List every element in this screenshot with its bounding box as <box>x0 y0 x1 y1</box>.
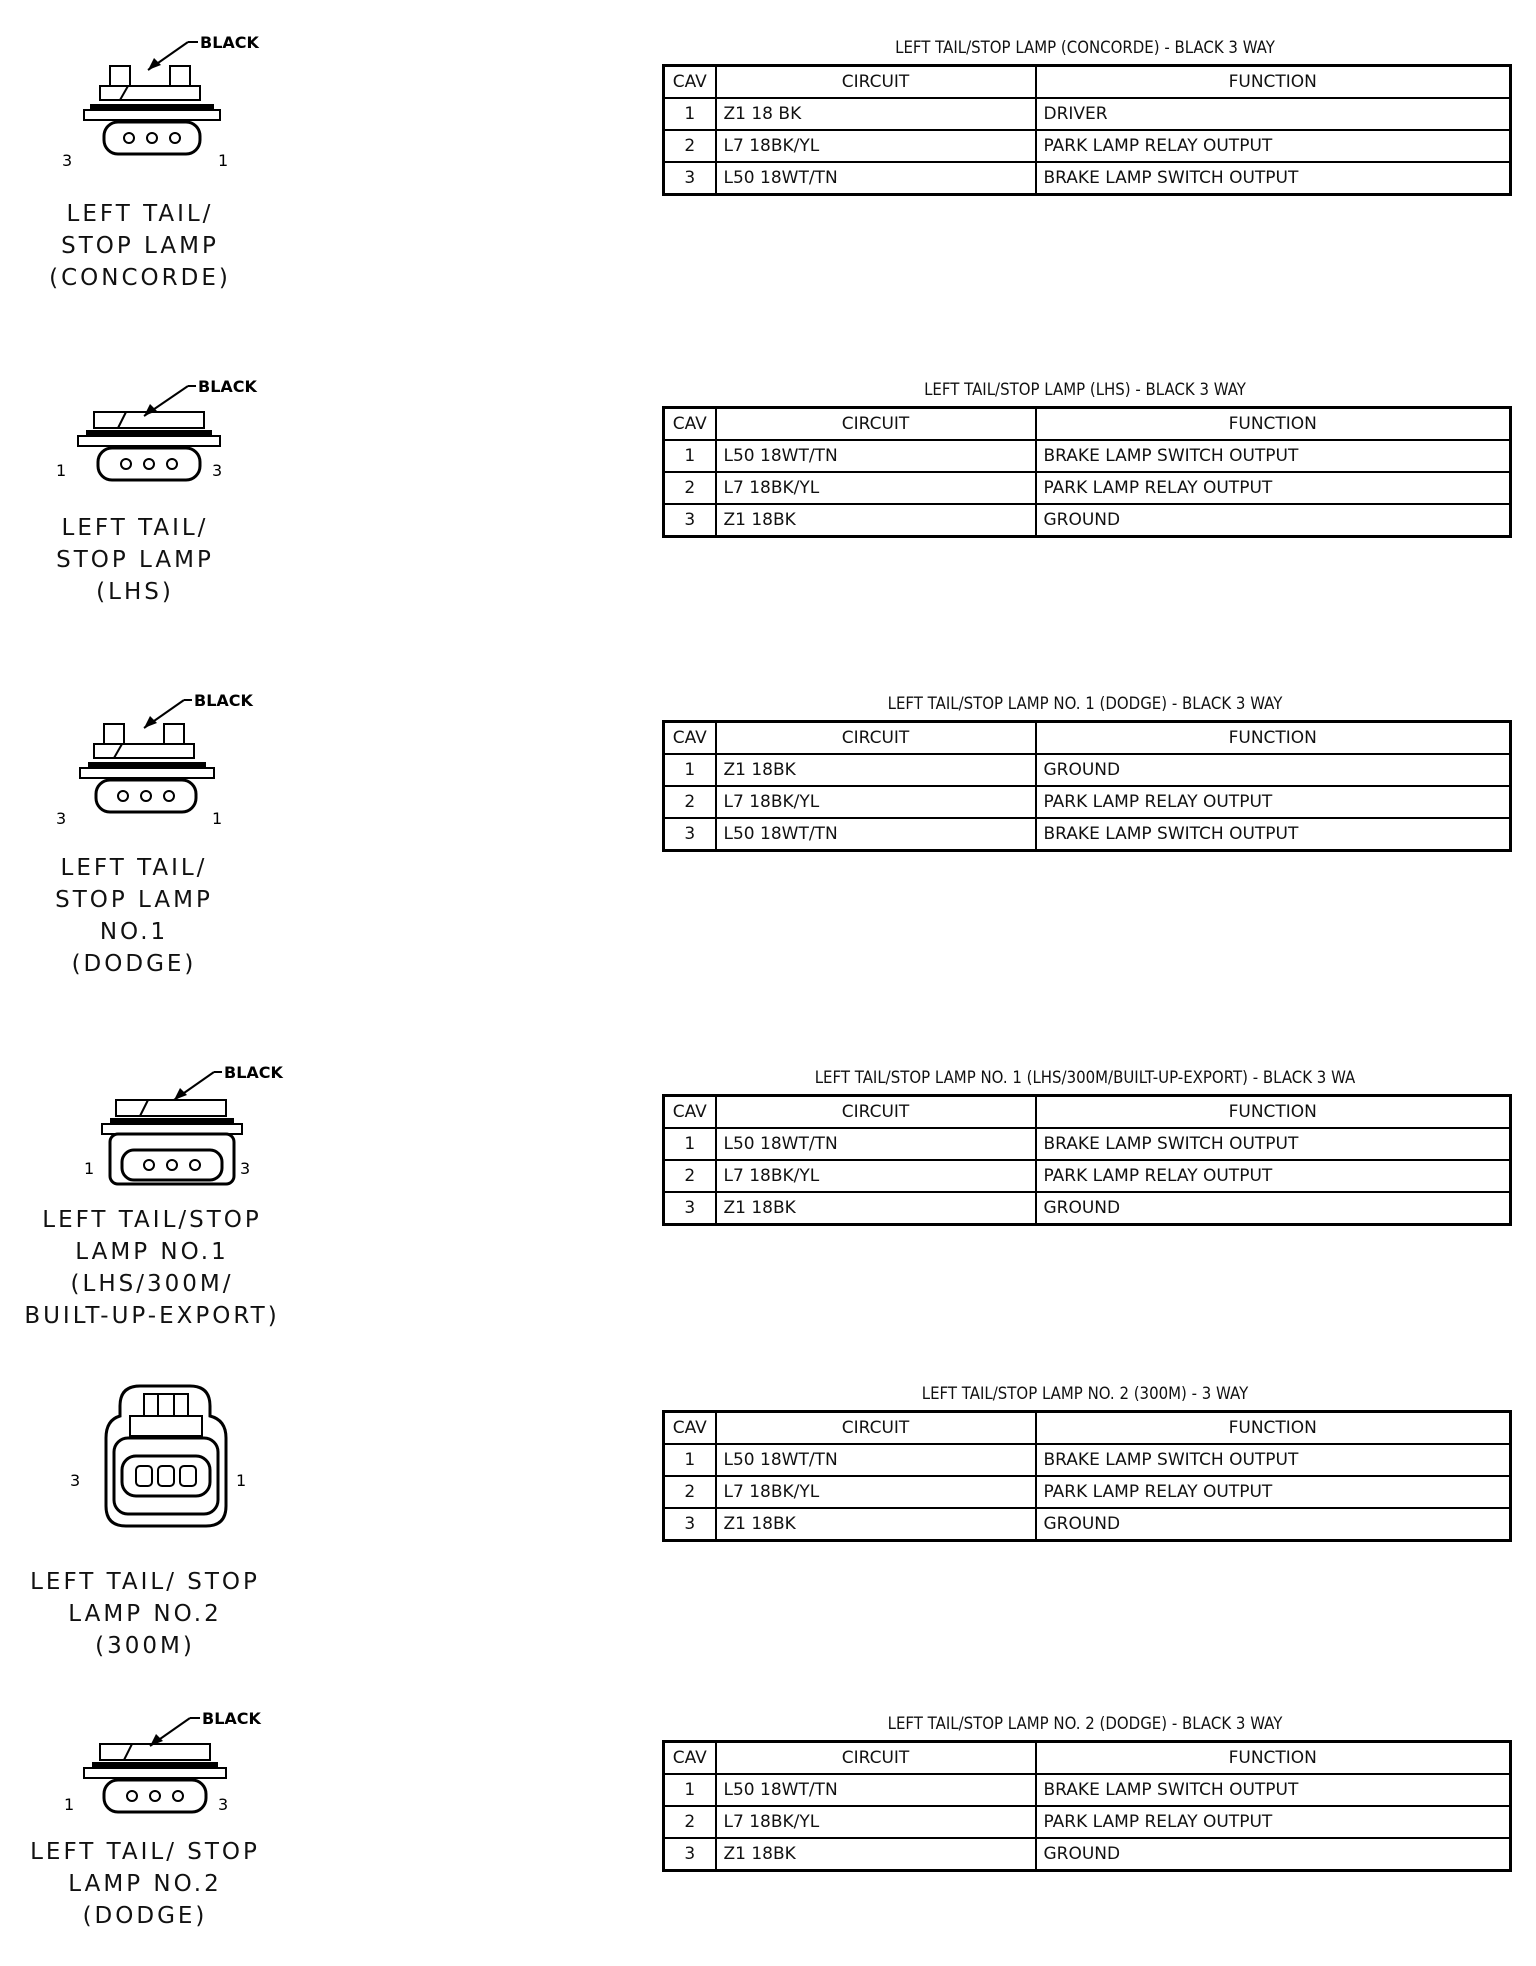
pinout-table <box>662 720 1512 852</box>
cell-function: GROUND <box>1036 1508 1511 1541</box>
cell-function: BRAKE LAMP SWITCH OUTPUT <box>1036 818 1511 851</box>
header-cav: CAV <box>664 1096 716 1129</box>
cell-function: DRIVER <box>1036 98 1511 130</box>
cell-function: BRAKE LAMP SWITCH OUTPUT <box>1036 162 1511 195</box>
cell-cav: 3 <box>664 1192 716 1225</box>
cell-circuit: L7 18BK/YL <box>716 130 1036 162</box>
callout-text: BLACK <box>224 1063 283 1082</box>
table-row <box>664 130 1511 162</box>
cell-function: PARK LAMP RELAY OUTPUT <box>1036 1806 1511 1838</box>
connector-lhs-300m-export-icon <box>40 1060 300 1200</box>
pinout-table <box>662 1094 1512 1226</box>
cell-circuit: L7 18BK/YL <box>716 1476 1036 1508</box>
cell-cav: 1 <box>664 754 716 786</box>
pinout-table <box>662 406 1512 538</box>
table-row <box>664 1508 1511 1541</box>
cell-cav: 2 <box>664 1160 716 1192</box>
header-function: FUNCTION <box>1036 66 1511 99</box>
cell-function: BRAKE LAMP SWITCH OUTPUT <box>1036 440 1511 472</box>
pin-label-left: 1 <box>56 461 67 480</box>
table-header-row <box>664 1412 1511 1445</box>
callout-text: BLACK <box>200 33 259 52</box>
cell-function: PARK LAMP RELAY OUTPUT <box>1036 1160 1511 1192</box>
table-header-row <box>664 66 1511 99</box>
pin-label-right: 3 <box>218 1795 229 1814</box>
header-circuit: CIRCUIT <box>716 722 1036 755</box>
cell-circuit: Z1 18BK <box>716 1838 1036 1871</box>
table-title: LEFT TAIL/STOP LAMP (CONCORDE) - BLACK 3 WAY <box>895 38 1275 58</box>
cell-circuit: Z1 18 BK <box>716 98 1036 130</box>
cell-cav: 1 <box>664 1774 716 1806</box>
cell-circuit: L50 18WT/TN <box>716 1128 1036 1160</box>
cell-circuit: Z1 18BK <box>716 1192 1036 1225</box>
cell-cav: 1 <box>664 98 716 130</box>
cell-circuit: Z1 18BK <box>716 1508 1036 1541</box>
connector-label: LEFT TAIL/STOP LAMP NO.1 (LHS/300M/ BUILT-UP-EXPORT) <box>24 1207 280 1329</box>
table-row <box>664 1160 1511 1192</box>
connector-300m-no2-icon <box>40 1376 300 1546</box>
header-function: FUNCTION <box>1036 722 1511 755</box>
cell-function: PARK LAMP RELAY OUTPUT <box>1036 786 1511 818</box>
connector-drawing <box>30 1706 340 1966</box>
table-row <box>664 786 1511 818</box>
cell-cav: 2 <box>664 130 716 162</box>
pin-label-right: 1 <box>218 151 229 170</box>
table-row <box>664 162 1511 195</box>
callout-text: BLACK <box>194 691 253 710</box>
connector-drawing <box>40 30 340 290</box>
cell-circuit: L50 18WT/TN <box>716 1444 1036 1476</box>
cell-function: BRAKE LAMP SWITCH OUTPUT <box>1036 1774 1511 1806</box>
connector-drawing <box>40 372 340 632</box>
cell-function: BRAKE LAMP SWITCH OUTPUT <box>1036 1128 1511 1160</box>
cell-cav: 3 <box>664 1838 716 1871</box>
header-function: FUNCTION <box>1036 1412 1511 1445</box>
cell-circuit: L50 18WT/TN <box>716 440 1036 472</box>
cell-circuit: L7 18BK/YL <box>716 472 1036 504</box>
cell-circuit: L7 18BK/YL <box>716 1806 1036 1838</box>
header-cav: CAV <box>664 1412 716 1445</box>
table-row <box>664 98 1511 130</box>
table-header-row <box>664 408 1511 441</box>
table-row <box>664 818 1511 851</box>
table-title: LEFT TAIL/STOP LAMP NO. 1 (LHS/300M/BUILT-UP-EXPORT) - BLACK 3 WA <box>814 1068 1356 1088</box>
cell-function: PARK LAMP RELAY OUTPUT <box>1036 130 1511 162</box>
cell-function: GROUND <box>1036 1192 1511 1225</box>
cell-function: GROUND <box>1036 1838 1511 1871</box>
pin-label-right: 1 <box>212 809 223 828</box>
table-header-row <box>664 722 1511 755</box>
pin-label-right: 3 <box>212 461 223 480</box>
connector-drawing <box>24 1060 340 1329</box>
table-title: LEFT TAIL/STOP LAMP NO. 2 (DODGE) - BLACK 3 WAY <box>887 1714 1283 1734</box>
header-circuit: CIRCUIT <box>716 66 1036 99</box>
header-cav: CAV <box>664 66 716 99</box>
table-row <box>664 1476 1511 1508</box>
header-cav: CAV <box>664 408 716 441</box>
header-cav: CAV <box>664 1742 716 1775</box>
pin-label-right: 1 <box>236 1471 247 1490</box>
cell-cav: 2 <box>664 1476 716 1508</box>
cell-cav: 2 <box>664 472 716 504</box>
table-row <box>664 1838 1511 1871</box>
connector-dodge-no2-icon <box>40 1706 300 1826</box>
table-title: LEFT TAIL/STOP LAMP NO. 1 (DODGE) - BLACK 3 WAY <box>887 694 1283 714</box>
header-circuit: CIRCUIT <box>716 1742 1036 1775</box>
pinout-table <box>662 64 1512 196</box>
cell-circuit: L7 18BK/YL <box>716 1160 1036 1192</box>
callout-text: BLACK <box>198 377 257 396</box>
cell-function: GROUND <box>1036 504 1511 537</box>
cell-cav: 1 <box>664 1444 716 1476</box>
connector-lhs-icon <box>40 372 300 502</box>
table-header-row <box>664 1742 1511 1775</box>
pin-label-left: 3 <box>62 151 73 170</box>
header-circuit: CIRCUIT <box>716 408 1036 441</box>
pin-label-left: 3 <box>70 1471 81 1490</box>
header-circuit: CIRCUIT <box>716 1412 1036 1445</box>
cell-cav: 2 <box>664 1806 716 1838</box>
cell-circuit: L50 18WT/TN <box>716 162 1036 195</box>
table-title: LEFT TAIL/STOP LAMP NO. 2 (300M) - 3 WAY <box>921 1384 1249 1404</box>
connector-label: LEFT TAIL/ STOP LAMP NO.1 (DODGE) <box>55 855 213 977</box>
cell-function: PARK LAMP RELAY OUTPUT <box>1036 1476 1511 1508</box>
cell-circuit: Z1 18BK <box>716 504 1036 537</box>
cell-circuit: L7 18BK/YL <box>716 786 1036 818</box>
cell-circuit: Z1 18BK <box>716 754 1036 786</box>
pinout-table <box>662 1740 1512 1872</box>
header-function: FUNCTION <box>1036 408 1511 441</box>
table-row <box>664 1806 1511 1838</box>
header-function: FUNCTION <box>1036 1742 1511 1775</box>
connector-drawing <box>40 686 340 977</box>
table-row <box>664 1774 1511 1806</box>
cell-function: GROUND <box>1036 754 1511 786</box>
table-title: LEFT TAIL/STOP LAMP (LHS) - BLACK 3 WAY <box>924 380 1246 400</box>
header-circuit: CIRCUIT <box>716 1096 1036 1129</box>
cell-cav: 2 <box>664 786 716 818</box>
callout-text: BLACK <box>202 1709 261 1728</box>
cell-cav: 1 <box>664 1128 716 1160</box>
pin-label-right: 3 <box>240 1159 251 1178</box>
connector-concorde-icon <box>40 30 300 180</box>
cell-function: PARK LAMP RELAY OUTPUT <box>1036 472 1511 504</box>
table-row <box>664 1444 1511 1476</box>
connector-drawing <box>30 1376 340 1659</box>
cell-cav: 3 <box>664 162 716 195</box>
cell-cav: 3 <box>664 818 716 851</box>
table-row <box>664 754 1511 786</box>
cell-cav: 1 <box>664 440 716 472</box>
table-row <box>664 1192 1511 1225</box>
connector-dodge-no1-icon <box>40 686 300 836</box>
connector-label: LEFT TAIL/ STOP LAMP (CONCORDE) <box>49 201 231 291</box>
table-row <box>664 440 1511 472</box>
table-row <box>664 1128 1511 1160</box>
table-row <box>664 472 1511 504</box>
header-function: FUNCTION <box>1036 1096 1511 1129</box>
pin-label-left: 1 <box>64 1795 75 1814</box>
connector-label: LEFT TAIL/ STOP LAMP NO.2 (DODGE) <box>30 1839 260 1929</box>
cell-cav: 3 <box>664 1508 716 1541</box>
cell-cav: 3 <box>664 504 716 537</box>
cell-circuit: L50 18WT/TN <box>716 1774 1036 1806</box>
cell-circuit: L50 18WT/TN <box>716 818 1036 851</box>
pinout-table <box>662 1410 1512 1542</box>
pin-label-left: 1 <box>84 1159 95 1178</box>
table-row <box>664 504 1511 537</box>
pin-label-left: 3 <box>56 809 67 828</box>
cell-function: BRAKE LAMP SWITCH OUTPUT <box>1036 1444 1511 1476</box>
connector-label: LEFT TAIL/ STOP LAMP NO.2 (300M) <box>30 1569 260 1659</box>
header-cav: CAV <box>664 722 716 755</box>
table-header-row <box>664 1096 1511 1129</box>
connector-label: LEFT TAIL/ STOP LAMP (LHS) <box>56 515 214 605</box>
